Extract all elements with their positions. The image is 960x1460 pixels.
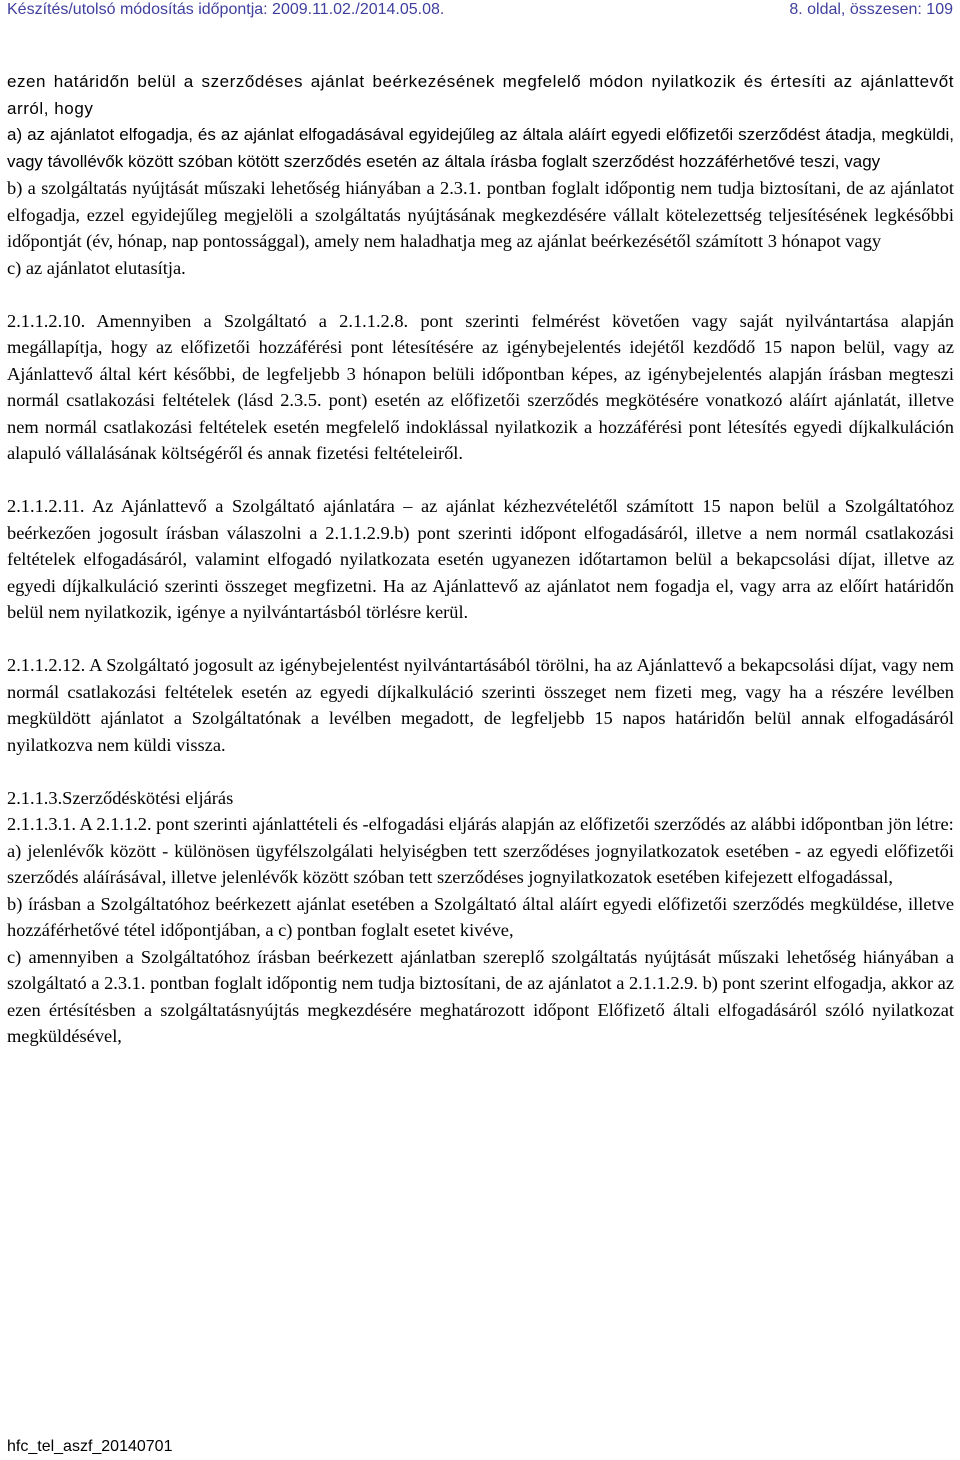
paragraph-option-c: c) az ajánlatot elutasítja. (7, 257, 186, 278)
header-modification-date: Készítés/utolsó módosítás időpontja: 2009.11.02./2014.05.08. (7, 1, 445, 18)
paragraph-2-1-1-3-1: 2.1.1.3.1. A 2.1.1.2. pont szerinti ajánlattételi és -elfogadási eljárás alapján az előfizetői szerződés az alábbi időpontban jön létre: (7, 814, 954, 834)
paragraph-2-1-1-2-12: 2.1.1.2.12. A Szolgáltató jogosult az igénybejelentést nyilvántartásából törölni, ha az Ajánlattevő a bekapcsolási díjat, vagy nem normál csatlakozási feltételek esetén az egyedi díjkalkuláció szerinti összeget nem fizeti meg, vagy ha a részére levélben megküldött ajánlatot a Szolgáltatónak a levélben megadott, de legfeljebb 15 napos határidőn belül annak elfogadásáról nyilatkozva nem küldi vissza. (7, 655, 954, 755)
paragraph-2-1-1-2-11: 2.1.1.2.11. Az Ajánlattevő a Szolgáltató ajánlatára – az ajánlat kézhezvételétől számított 15 napon belül a Szolgáltatóhoz beérkezően jogosult írásban válaszolni a 2.1.1.2.9.b) pont szerinti időpont elfogadásáról, illetve a nem normál csatlakozási feltételek elfogadásáról, valamint elfogadó nyilatkozata esetén ugyanezen időtartamon belül a bekapcsolási díjat, illetve az egyedi díjkalkuláció szerinti összeget megfizetni. Ha az Ajánlattevő az ajánlatot nem fogadja el, vagy arra az előírt határidőn belül nem nyilatkozik, igénye a nyilvántartásból törlésre kerül. (7, 496, 954, 622)
document-body (7, 69, 954, 1050)
paragraph-case-b: b) írásban a Szolgáltatóhoz beérkezett ajánlat esetében a Szolgáltató által aláírt egyedi előfizetői szerződés megküldése, illetve hozzáférhetővé tétel időpontjában, a c) pontban foglalt esetet kivéve, (7, 893, 954, 940)
paragraph-case-a: a) jelenlévők között - különösen ügyfélszolgálati helyiségben tett szerződéses jognyilatkozatok esetében - az egyedi előfizetői szerződés aláírásával, illetve jelenlévők között szóban tett szerződéses jognyilatkozatok esetében kifejezett elfogadással, (7, 840, 954, 887)
paragraph-option-b: b) a szolgáltatás nyújtását műszaki lehetőség hiányában a 2.3.1. pontban foglalt időpontig nem tudja biztosítani, de az ajánlatot elfogadja, ezzel egyidejűleg megjelöli a szolgáltatás nyújtásának megkezdésére vállalt kötelezettség teljesítésének legkésőbbi időpontját (év, hónap, nap pontossággal), amely nem haladhatja meg az ajánlat beérkezésétől számított 3 hónapot vagy (7, 178, 954, 251)
page-header (7, 0, 953, 22)
page-footer: hfc_tel_aszf_20140701 (7, 1438, 173, 1455)
paragraph-case-c: c) amennyiben a Szolgáltatóhoz írásban beérkezett ajánlatban szereplő szolgáltatás nyújtását műszaki lehetőség hiányában a szolgáltató a 2.3.1. pontban foglalt időpontig nem tudja biztosítani, de az ajánlatot a 2.1.1.2.9. b) pont szerint elfogadja, akkor az ezen értésítésben a szolgáltatásnyújtás megkezdésére meghatározott időpont Előfizető általi elfogadásáról szóló nyilatkozat megküldésével, (7, 946, 954, 1046)
section-heading-2-1-1-3: 2.1.1.3.Szerződéskötési eljárás (7, 787, 234, 808)
header-page-number: 8. oldal, összesen: 109 (789, 1, 953, 18)
paragraph-intro: ezen határidőn belül a szerződéses ajánlat beérkezésének megfelelő módon nyilatkozik és értesíti az ajánlattevőt arról, hogy (7, 72, 954, 118)
paragraph-2-1-1-2-10: 2.1.1.2.10. Amennyiben a Szolgáltató a 2.1.1.2.8. pont szerinti felmérést követően vagy saját nyilvántartása alapján megállapítja, hogy az előfizetői hozzáférési pont létesítésére az igénybejelentés idejétől kezdődő 15 napon belül, vagy az Ajánlattevő által kért későbbi, de legfeljebb 3 hónapon belüli időpontban képes, az igénybejelentés alapján írásban megteszi normál csatlakozási feltételek (lásd 2.3.5. pont) esetén az előfizetői szerződés megkötésére vonatkozó aláírt ajánlatát, illetve nem normál csatlakozási feltételek esetén megfelelő indoklással nyilatkozik a hozzáférési pont létesítés egyedi díjkalkuláción alapuló vállalásának költségéről és annak fizetési feltételeiről. (7, 310, 954, 463)
paragraph-option-a: a) az ajánlatot elfogadja, és az ajánlat elfogadásával egyidejűleg az általa aláírt egyedi előfizetői szerződést átadja, megküldi, vagy távollévők között szóban kötött szerződés esetén az általa írásba foglalt szerződést hozzáférhetővé teszi, vagy (7, 125, 954, 171)
